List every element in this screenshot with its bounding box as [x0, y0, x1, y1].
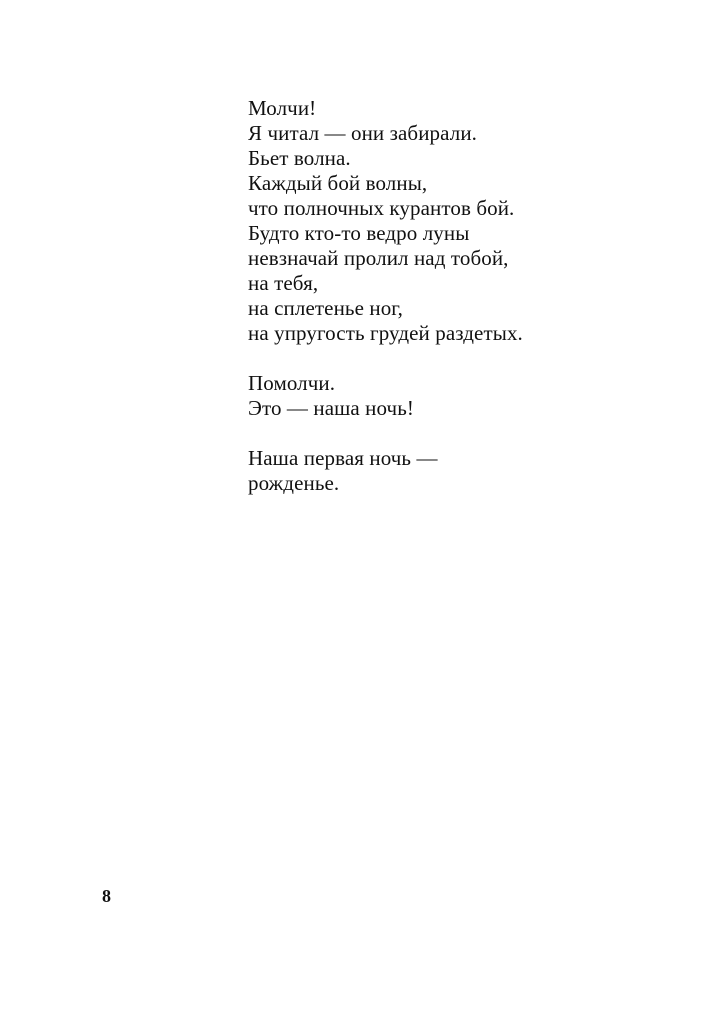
poem-line: Бьет волна.	[248, 146, 351, 170]
poem-line: Это — наша ночь!	[248, 396, 414, 420]
poem	[248, 96, 688, 521]
poem-line: Будто кто-то ведро луны	[248, 221, 470, 245]
poem-line: невзначай пролил над тобой,	[248, 246, 509, 270]
poem-line: на тебя,	[248, 271, 319, 295]
poem-line: Я читал — они забирали.	[248, 121, 478, 145]
poem-line: Наша первая ночь —	[248, 446, 438, 470]
poem-line: на упругость грудей раздетых.	[248, 321, 523, 345]
stanza-2	[248, 371, 688, 421]
poem-line: рожденье.	[248, 471, 340, 495]
poem-line: Помолчи.	[248, 371, 336, 395]
stanza-3	[248, 446, 688, 496]
poem-line: что полночных курантов бой.	[248, 196, 515, 220]
poem-line: Каждый бой волны,	[248, 171, 428, 195]
poem-line: на сплетенье ног,	[248, 296, 403, 320]
poem-line: Молчи!	[248, 96, 317, 120]
stanza-1	[248, 96, 688, 346]
page-number: 8	[102, 886, 111, 906]
